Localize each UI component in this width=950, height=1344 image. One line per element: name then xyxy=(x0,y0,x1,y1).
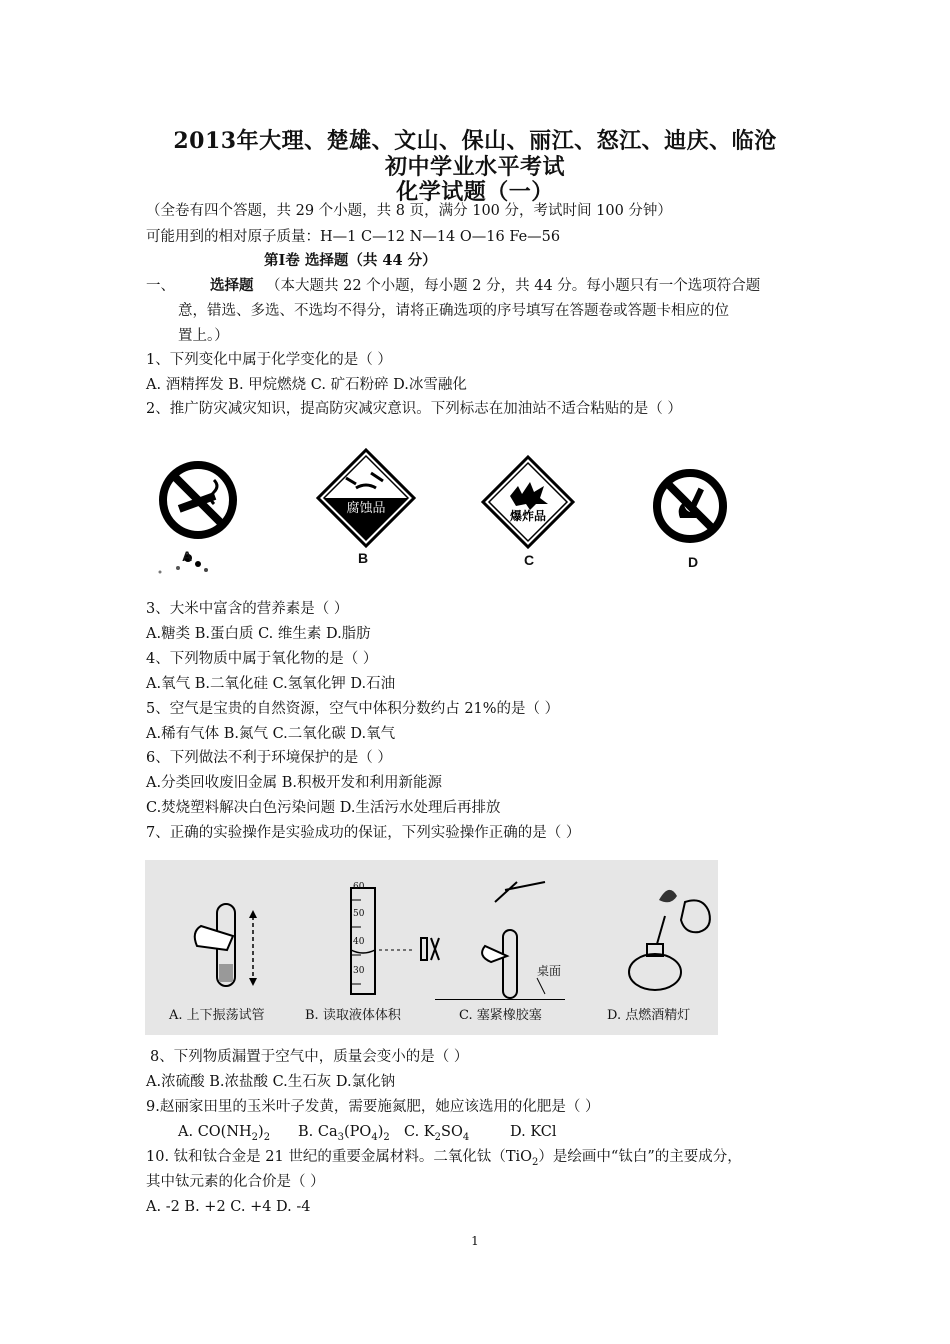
question-2-signs xyxy=(140,448,740,580)
sign-label-b: B xyxy=(358,550,369,566)
question-4: 4、下列物质中属于氧化物的是（ ） xyxy=(146,651,378,667)
question-3: 3、大米中富含的营养素是（ ） xyxy=(146,601,349,617)
question-10-options: A. -2 B. +2 C. +4 D. -4 xyxy=(146,1199,311,1215)
part-number: 一、 xyxy=(146,278,175,294)
lab-caption-b: B. 读取液体体积 xyxy=(305,1008,401,1023)
section-heading: 第Ⅰ卷 选择题（共 44 分） xyxy=(264,252,437,269)
lab-operations-illustration-icon xyxy=(145,860,718,1000)
question-8: 8、下列物质漏置于空气中，质量会变小的是（ ） xyxy=(150,1049,469,1065)
question-1-options: A. 酒精挥发 B. 甲烷燃烧 C. 矿石粉碎 D.冰雪融化 xyxy=(146,377,467,393)
question-7-lab-figure xyxy=(145,860,718,1035)
sign-c-text: 爆炸品 xyxy=(509,509,547,523)
question-5: 5、空气是宝贵的自然资源，空气中体积分数约占 21%的是（ ） xyxy=(146,701,560,717)
question-10: 10. 钛和钛合金是 21 世纪的重要金属材料。二氧化钛（TiO$_2$）是绘画中“钛白”的主要成分， xyxy=(146,1149,742,1168)
question-4-options: A.氧气 B.二氧化硅 C.氢氧化钾 D.石油 xyxy=(146,676,396,692)
question-1: 1、下列变化中属于化学变化的是（ ） xyxy=(146,352,392,368)
question-9-option-d: D. KCl xyxy=(510,1124,557,1140)
scale-30: 30 xyxy=(353,966,365,976)
exam-note: （全卷有四个答题，共 29 个小题，共 8 页，满分 100 分，考试时间 100 分钟） xyxy=(146,203,672,219)
corrosive-sign-icon xyxy=(316,448,416,548)
exam-title-line2: 初中学业水平考试 xyxy=(384,154,565,180)
question-6-options-ab: A.分类回收废旧金属 B.积极开发和利用新能源 xyxy=(146,775,442,791)
exam-title-line1: 2013年大理、楚雄、文山、保山、丽江、怒江、迪庆、临沧 xyxy=(173,128,777,154)
lab-caption-d: D. 点燃酒精灯 xyxy=(607,1008,691,1023)
question-9-option-c: C. $K_2SO_4$ xyxy=(404,1124,470,1143)
part-title: 选择题 xyxy=(210,277,254,294)
explosive-sign-icon xyxy=(480,454,576,550)
question-9: 9.赵丽家田里的玉米叶子发黄，需要施氮肥，她应该选用的化肥是（ ） xyxy=(146,1099,600,1115)
lab-caption-a: A. 上下振荡试管 xyxy=(169,1008,265,1023)
page-number: 1 xyxy=(471,1234,479,1248)
sign-label-c: C xyxy=(524,552,535,568)
question-7: 7、正确的实验操作是实验成功的保证，下列实验操作正确的是（ ） xyxy=(146,825,581,841)
question-10-continued: 其中钛元素的化合价是（ ） xyxy=(146,1174,325,1190)
sign-label-d: D xyxy=(688,554,699,570)
part-instruction-1: （本大题共 22 个小题，每小题 2 分，共 44 分。每小题只有一个选项符合题 xyxy=(266,278,761,294)
question-5-options: A.稀有气体 B.氮气 C.二氧化碳 D.氧气 xyxy=(146,726,396,742)
lab-caption-c: C. 塞紧橡胶塞 xyxy=(459,1008,542,1023)
scale-60: 60 xyxy=(353,882,365,892)
sign-label-a: A xyxy=(182,548,193,564)
question-9-option-a: A. $CO(NH_2)_2$ xyxy=(178,1124,271,1143)
question-8-options: A.浓硫酸 B.浓盐酸 C.生石灰 D.氯化钠 xyxy=(146,1074,396,1090)
question-2: 2、推广防灾减灾知识，提高防灾减灾意识。下列标志在加油站不适合粘贴的是（ ） xyxy=(146,401,682,417)
part-instruction-3: 置上。） xyxy=(178,328,229,344)
question-3-options: A.糖类 B.蛋白质 C. 维生素 D.脂肪 xyxy=(146,626,371,642)
question-6: 6、下列做法不利于环境保护的是（ ） xyxy=(146,750,392,766)
question-9-option-b: B. $Ca_3(PO_4)_2$ xyxy=(298,1124,390,1143)
scale-50: 50 xyxy=(353,909,365,919)
exam-title-line3: 化学试题（一） xyxy=(396,179,554,205)
question-6-options-cd: C.焚烧塑料解决白色污染问题 D.生活污水处理后再排放 xyxy=(146,800,501,816)
part-instruction-2: 意，错选、多选、不选均不得分，请将正确选项的序号填写在答题卷或答题卡相应的位 xyxy=(178,303,729,319)
scale-40: 40 xyxy=(353,937,365,947)
atomic-mass-line: 可能用到的相对原子质量：H—1 C—12 N—14 O—16 Fe—56 xyxy=(146,229,561,245)
desk-label: 桌面 xyxy=(537,964,562,978)
no-smoking-sign-icon xyxy=(156,458,240,542)
no-open-flame-sign-icon xyxy=(650,466,730,546)
sign-b-text: 腐蚀品 xyxy=(346,501,386,516)
